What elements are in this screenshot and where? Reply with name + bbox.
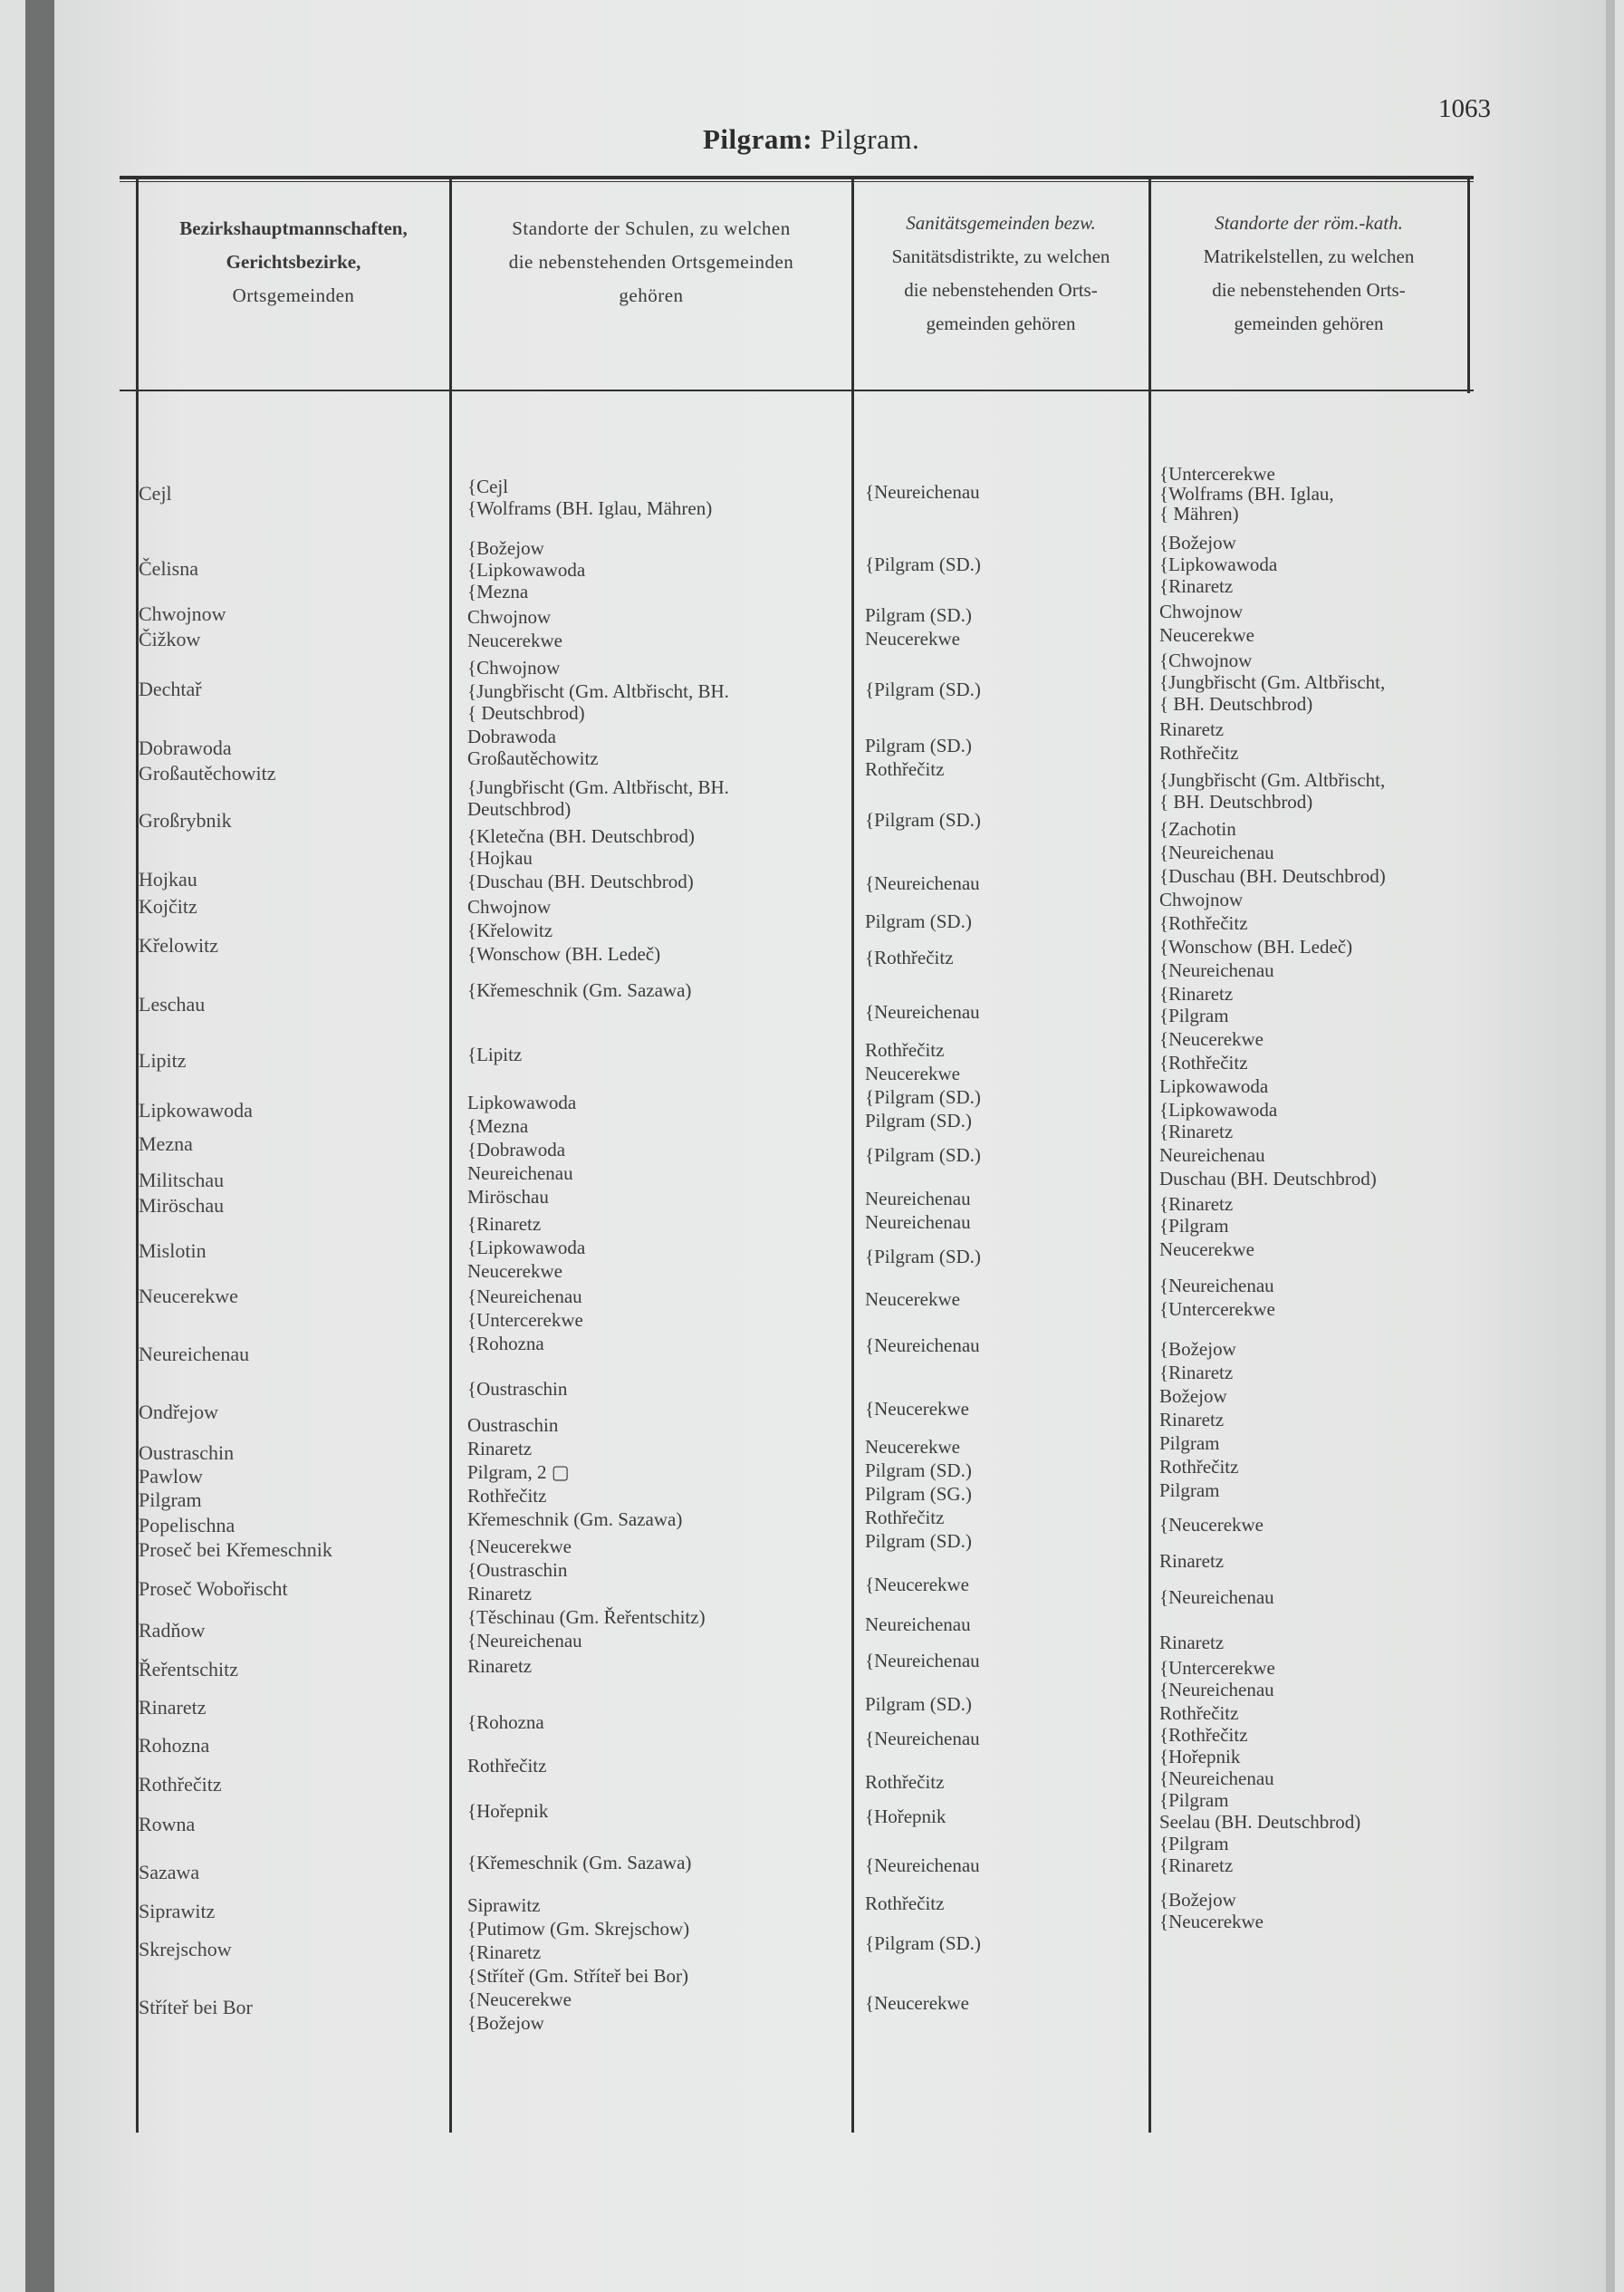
col2-entry: Pilgram, 2 ▢ [467, 1461, 570, 1483]
col4-entry: Rothřečitz [1159, 1702, 1239, 1724]
col4-entry: {Untercerekwe [1159, 1298, 1275, 1320]
col2-entry: {Cejl [467, 476, 509, 497]
col2-entry: {Neucerekwe [467, 1989, 572, 2010]
header-col1: Bezirkshauptmannschaften, Gerichtsbezirke, Ortsgemeinden [179, 217, 408, 306]
col4-entry: Rinaretz [1159, 1409, 1225, 1430]
col3-entry: {Pilgram (SD.) [865, 809, 981, 831]
col4-entry: Neucerekwe [1159, 624, 1254, 646]
col4-entry: {Neureichenau [1159, 1679, 1274, 1700]
col3-entry: Pilgram (SD.) [865, 604, 972, 626]
col1-entry: Rinaretz [139, 1696, 207, 1719]
col1-entry: Křelowitz [139, 934, 218, 957]
col4-entry: { Mähren) [1159, 503, 1239, 525]
col3-entry: Pilgram (SG.) [865, 1483, 972, 1505]
col2-entry: {Mezna [467, 581, 529, 602]
col2-entry: {Oustraschin [467, 1378, 568, 1400]
col4-entry: {Neureichenau [1159, 842, 1274, 863]
col2-entry: Chwojnow [467, 606, 552, 628]
col2-entry: Dobrawoda [467, 726, 556, 747]
running-head: Pilgram: Pilgram. [703, 123, 920, 155]
scan-right-edge [1606, 0, 1615, 2292]
col3-entry: {Neureichenau [865, 1854, 980, 1876]
col4-entry: {Pilgram [1159, 1215, 1229, 1237]
col1-entry: Pilgram [139, 1488, 202, 1511]
col2-entry: Neucerekwe [467, 630, 562, 651]
col4-entry: {Untercerekwe [1159, 1657, 1275, 1679]
header-col4: Standorte der röm.-kath. Matrikelstellen, zu welchen die nebenstehenden Orts- gemeinden gehören [1203, 212, 1415, 334]
col3-entry: {Pilgram (SD.) [865, 679, 981, 700]
col3-entry: {Neucerekwe [865, 1574, 970, 1595]
col1-entry: Chwojnow [139, 602, 226, 625]
header-col3: Sanitätsgemeinden bezw. Sanitätsdistrikte, zu welchen die nebenstehenden Orts- gemeinden gehören [891, 212, 1110, 334]
col1-entry: Proseč bei Křemeschnik [139, 1538, 332, 1561]
col3-entry: {Neureichenau [865, 872, 980, 894]
col4-entry: {Duschau (BH. Deutschbrod) [1159, 865, 1386, 887]
col3-entry: {Pilgram (SD.) [865, 1932, 981, 1954]
col4-entry: Rinaretz [1159, 718, 1225, 740]
col2-entry: {Křemeschnik (Gm. Sazawa) [467, 979, 692, 1001]
scan-left-edge [25, 0, 54, 2292]
col4-entry: {Božejow [1159, 1338, 1236, 1360]
col2-entry: Großautěchowitz [467, 747, 599, 769]
col4-entry: {Rinaretz [1159, 1121, 1234, 1142]
col4-entry: Duschau (BH. Deutschbrod) [1159, 1168, 1377, 1189]
col1-entry: Dobrawoda [139, 737, 232, 759]
col3-entry: {Neureichenau [865, 1650, 980, 1671]
col4-entry: {Jungbřischt (Gm. Altbřischt, [1159, 671, 1386, 693]
col3-entry: Pilgram (SD.) [865, 1110, 972, 1132]
col4-entry: Chwojnow [1159, 889, 1244, 910]
col4-entry: { BH. Deutschbrod) [1159, 693, 1313, 715]
col3-entry: Pilgram (SD.) [865, 735, 972, 756]
col4-entry: {Zachotin [1159, 818, 1236, 840]
col3-entry: {Neucerekwe [865, 1992, 970, 2014]
col3-entry: Neucerekwe [865, 1288, 960, 1310]
col4-entry: {Neureichenau [1159, 1275, 1274, 1296]
col3-entry: Neucerekwe [865, 628, 960, 650]
col1-entry: Čižkow [139, 628, 201, 650]
col2-entry: {Hořepnik [467, 1800, 549, 1822]
col4-entry: {Rothřečitz [1159, 1052, 1248, 1074]
header-rule [120, 390, 1474, 391]
col2-entry: {Jungbřischt (Gm. Altbřischt, BH. [467, 776, 729, 798]
col2-entry: {Božejow [467, 2012, 544, 2034]
col4-entry: {Pilgram [1159, 1789, 1229, 1811]
col4-entry: Rothřečitz [1159, 1456, 1239, 1478]
col4-entry: Neucerekwe [1159, 1238, 1254, 1260]
col4-entry: {Pilgram [1159, 1005, 1229, 1026]
col4-entry: {Rothřečitz [1159, 912, 1248, 934]
col3-entry: {Rothřečitz [865, 947, 954, 968]
col4-entry: {Rinaretz [1159, 575, 1234, 597]
col1-entry: Großautěchowitz [139, 762, 276, 785]
col2-entry: {Stříteř (Gm. Stříteř bei Bor) [467, 1965, 688, 1987]
col2-entry: Lipkowawoda [467, 1092, 577, 1113]
col3-entry: {Neureichenau [865, 481, 980, 503]
col4-entry: Rinaretz [1159, 1550, 1225, 1572]
col2-entry: {Křelowitz [467, 920, 553, 941]
col3-entry: {Neucerekwe [865, 1398, 970, 1420]
col2-entry: {Kletečna (BH. Deutschbrod) [467, 825, 695, 847]
col2-entry: {Putimow (Gm. Skrejschow) [467, 1918, 690, 1940]
col2-entry: {Neucerekwe [467, 1536, 572, 1557]
col2-entry: {Rinaretz [467, 1941, 542, 1963]
top-rule [120, 176, 1474, 179]
col1-entry: Skrejschow [139, 1938, 232, 1960]
col2-entry: { Deutschbrod) [467, 702, 585, 724]
col4-entry: {Chwojnow [1159, 650, 1253, 671]
page-number: 1063 [1438, 94, 1491, 123]
col1-entry: Siprawitz [139, 1900, 216, 1922]
col4-entry: {Lipkowawoda [1159, 1099, 1278, 1121]
col3-entry: {Neureichenau [865, 1728, 980, 1749]
col3-entry: Neureichenau [865, 1613, 971, 1635]
col3-entry: Pilgram (SD.) [865, 910, 972, 932]
col3-entry: Pilgram (SD.) [865, 1459, 972, 1481]
col3-entry: Pilgram (SD.) [865, 1693, 972, 1715]
col1-entry: Oustraschin [139, 1441, 235, 1464]
col1-entry: Lipkowawoda [139, 1099, 253, 1122]
col3-entry: Rothřečitz [865, 1892, 945, 1914]
col4-entry: Rinaretz [1159, 1632, 1225, 1653]
col3-entry: {Pilgram (SD.) [865, 1086, 981, 1108]
col4-entry: {Rinaretz [1159, 983, 1234, 1005]
col4-entry: {Wolframs (BH. Iglau, [1159, 483, 1334, 505]
col4-entry: {Rinaretz [1159, 1193, 1234, 1215]
col2-entry: Chwojnow [467, 896, 552, 918]
col1-entry: Popelischna [139, 1514, 235, 1536]
col1-entry: Cejl [139, 482, 172, 505]
col1-entry: Dechtař [139, 678, 202, 700]
col1-entry: Rothřečitz [139, 1773, 222, 1796]
col2-entry: Siprawitz [467, 1894, 541, 1916]
vrule-1 [449, 176, 452, 2133]
col2-entry: {Neureichenau [467, 1630, 582, 1652]
col2-entry: Křemeschnik (Gm. Sazawa) [467, 1508, 683, 1530]
col3-entry: Rothřečitz [865, 1039, 945, 1061]
col4-entry: {Jungbřischt (Gm. Altbřischt, [1159, 769, 1386, 791]
col2-entry: {Těschinau (Gm. Řeřentschitz) [467, 1606, 706, 1628]
col3-entry: Rothřečitz [865, 758, 945, 780]
col2-entry: {Duschau (BH. Deutschbrod) [467, 871, 694, 892]
top-rule-thin [120, 181, 1474, 182]
header-col2: Standorte der Schulen, zu welchen die nebenstehenden Ortsgemeinden gehören [508, 217, 794, 306]
col2-entry: {Lipkowawoda [467, 559, 586, 581]
col1-entry: Rohozna [139, 1734, 210, 1757]
vrule-2 [851, 176, 854, 2133]
col3-entry: Neucerekwe [865, 1436, 960, 1458]
col2-entry: Rinaretz [467, 1655, 533, 1677]
col1-entry: Ondřejow [139, 1401, 218, 1423]
col4-entry: {Neucerekwe [1159, 1911, 1264, 1932]
col2-entry: {Rinaretz [467, 1213, 542, 1235]
col2-entry: Rinaretz [467, 1438, 533, 1459]
col1-entry: Miröschau [139, 1194, 225, 1217]
col2-entry: {Lipitz [467, 1044, 523, 1065]
vrule-right [1467, 176, 1470, 393]
col2-entry: {Dobrawoda [467, 1139, 566, 1160]
col3-entry: {Neureichenau [865, 1334, 980, 1356]
col4-entry: {Pilgram [1159, 1833, 1229, 1854]
col4-entry: Pilgram [1159, 1479, 1220, 1501]
col2-entry: {Untercerekwe [467, 1309, 583, 1331]
col4-entry: {Neucerekwe [1159, 1028, 1264, 1050]
col4-entry: {Rinaretz [1159, 1362, 1234, 1383]
col2-entry: {Hojkau [467, 847, 533, 869]
col4-entry: Chwojnow [1159, 601, 1244, 622]
col4-entry: {Hořepnik [1159, 1746, 1241, 1767]
col3-entry: Pilgram (SD.) [865, 1530, 972, 1552]
col4-entry: {Božejow [1159, 1889, 1236, 1911]
col1-entry: Radňow [139, 1619, 206, 1642]
col2-entry: {Chwojnow [467, 657, 561, 679]
col1-entry: Lipitz [139, 1049, 187, 1072]
col2-entry: {Neureichenau [467, 1286, 582, 1307]
col4-entry: Rothřečitz [1159, 742, 1239, 764]
vrule-3 [1148, 176, 1151, 2133]
col1-entry: Mezna [139, 1132, 193, 1155]
col4-entry: Lipkowawoda [1159, 1075, 1269, 1097]
col4-entry: {Rinaretz [1159, 1854, 1234, 1876]
col2-entry: Neureichenau [467, 1162, 573, 1184]
col2-entry: Rothřečitz [467, 1755, 547, 1777]
col3-entry: Rothřečitz [865, 1507, 945, 1528]
col2-entry: {Jungbřischt (Gm. Altbřischt, BH. [467, 680, 729, 702]
col2-entry: {Rohozna [467, 1711, 544, 1733]
col4-entry: { BH. Deutschbrod) [1159, 791, 1313, 813]
col1-entry: Neucerekwe [139, 1285, 238, 1307]
col2-entry: Miröschau [467, 1186, 549, 1208]
col2-entry: {Wonschow (BH. Ledeč) [467, 943, 661, 965]
col2-entry: Oustraschin [467, 1414, 559, 1436]
col1-entry: Sazawa [139, 1861, 200, 1883]
col3-entry: {Pilgram (SD.) [865, 1144, 981, 1166]
col1-entry: Militschau [139, 1169, 225, 1191]
col2-entry: Rothřečitz [467, 1485, 547, 1507]
col1-entry: Proseč Wobořischt [139, 1577, 288, 1600]
col2-entry: Neucerekwe [467, 1260, 562, 1282]
col4-entry: Seelau (BH. Deutschbrod) [1159, 1811, 1361, 1833]
col2-entry: {Rohozna [467, 1333, 544, 1354]
col2-entry: Deutschbrod) [467, 798, 572, 820]
col1-entry: Stříteř bei Bor [139, 1996, 253, 2018]
col1-entry: Großrybnik [139, 809, 232, 832]
col4-entry: Pilgram [1159, 1432, 1220, 1454]
col2-entry: {Lipkowawoda [467, 1237, 586, 1258]
col1-entry: Čelisna [139, 557, 198, 580]
col4-entry: {Neureichenau [1159, 1586, 1274, 1608]
col2-entry: {Božejow [467, 537, 544, 559]
col4-entry: {Božejow [1159, 532, 1236, 554]
col2-entry: {Oustraschin [467, 1559, 568, 1581]
col4-entry: {Neureichenau [1159, 1767, 1274, 1789]
col3-entry: {Hořepnik [865, 1806, 947, 1827]
col2-entry: {Wolframs (BH. Iglau, Mähren) [467, 497, 713, 519]
col1-entry: Mislotin [139, 1239, 207, 1262]
col1-entry: Rowna [139, 1813, 196, 1835]
col1-entry: Leschau [139, 993, 206, 1016]
col1-entry: Hojkau [139, 868, 197, 891]
scanned-page [25, 0, 1615, 2292]
col4-entry: {Wonschow (BH. Ledeč) [1159, 936, 1353, 958]
col3-entry: {Pilgram (SD.) [865, 1246, 981, 1267]
col3-entry: {Pilgram (SD.) [865, 554, 981, 575]
col2-entry: {Křemeschnik (Gm. Sazawa) [467, 1852, 692, 1873]
col4-entry: Božejow [1159, 1385, 1227, 1407]
col1-entry: Kojčitz [139, 895, 197, 918]
col4-entry: {Rothřečitz [1159, 1724, 1248, 1746]
col3-entry: Neucerekwe [865, 1063, 960, 1084]
col3-entry: Neureichenau [865, 1188, 971, 1209]
col4-entry: {Untercerekwe [1159, 463, 1275, 485]
col3-entry: {Neureichenau [865, 1001, 980, 1023]
col4-entry: {Neucerekwe [1159, 1514, 1264, 1536]
col1-entry: Pawlow [139, 1465, 203, 1488]
col1-entry: Neureichenau [139, 1343, 250, 1365]
col3-entry: Rothřečitz [865, 1771, 945, 1793]
col2-entry: {Mezna [467, 1115, 529, 1137]
col4-entry: Neureichenau [1159, 1144, 1265, 1166]
col4-entry: {Lipkowawoda [1159, 554, 1278, 575]
col1-entry: Řeřentschitz [139, 1658, 238, 1680]
col3-entry: Neureichenau [865, 1211, 971, 1233]
col2-entry: Rinaretz [467, 1583, 533, 1604]
col4-entry: {Neureichenau [1159, 959, 1274, 981]
